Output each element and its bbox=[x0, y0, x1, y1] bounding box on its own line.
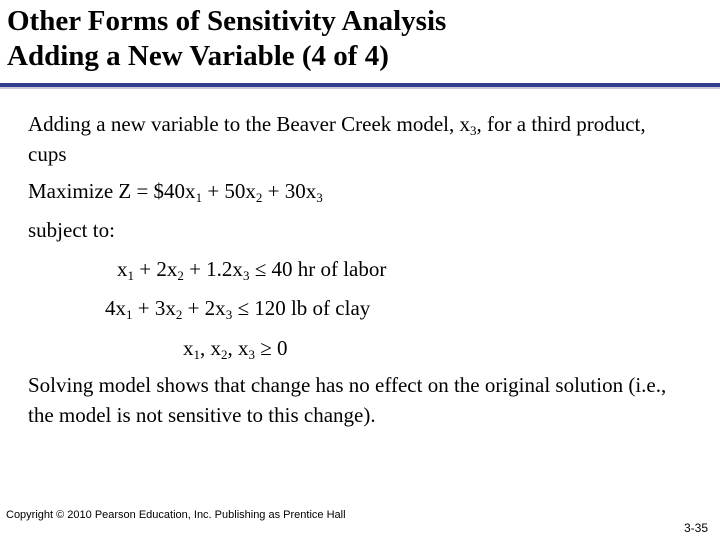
constraint-sub: 1 bbox=[126, 307, 133, 322]
constraint-text: , x bbox=[227, 336, 249, 360]
objective-text: Maximize Z = $40x bbox=[28, 179, 196, 203]
clay-constraint bbox=[105, 293, 370, 323]
slide-title bbox=[7, 4, 446, 74]
title-line-1: Other Forms of Sensitivity Analysis bbox=[7, 5, 447, 37]
constraint-text: + 2x bbox=[182, 296, 226, 320]
constraint-text: x bbox=[183, 336, 194, 360]
constraint-sub: 3 bbox=[242, 268, 250, 283]
copyright-notice: Copyright © 2010 Pearson Education, Inc. Publishing as Prentice Hall bbox=[6, 509, 346, 521]
constraint-sub: 3 bbox=[248, 347, 255, 362]
intro-text-b: , for a third product, cups bbox=[28, 112, 646, 166]
constraint-text: ≤ 120 lb of clay bbox=[232, 296, 371, 320]
constraint-sub: 2 bbox=[175, 307, 183, 322]
title-line-2: Adding a New Variable (4 of 4) bbox=[7, 40, 389, 72]
subject-to-label: subject to: bbox=[28, 218, 115, 242]
constraint-text: x bbox=[117, 257, 128, 281]
constraint-text: ≤ 40 hr of labor bbox=[249, 257, 387, 281]
constraint-sub: 2 bbox=[177, 268, 184, 283]
objective-sub: 3 bbox=[316, 190, 323, 205]
objective-text: + 50x bbox=[202, 179, 256, 203]
intro-paragraph bbox=[28, 109, 688, 169]
intro-subscript: 3 bbox=[470, 123, 477, 138]
slide-number: 3-35 bbox=[683, 521, 708, 535]
intro-text-a: Adding a new variable to the Beaver Creek model, x bbox=[28, 112, 471, 136]
labor-constraint bbox=[117, 254, 386, 284]
constraint-sub: 1 bbox=[127, 268, 134, 283]
constraint-text: + 2x bbox=[134, 257, 178, 281]
constraint-text: 4x bbox=[105, 296, 126, 320]
constraint-text: ≥ 0 bbox=[255, 336, 288, 360]
objective-sub: 1 bbox=[195, 190, 203, 205]
objective-function bbox=[28, 176, 323, 206]
objective-text: + 30x bbox=[262, 179, 317, 203]
constraint-text: + 3x bbox=[132, 296, 176, 320]
constraint-sub: 2 bbox=[221, 347, 228, 362]
objective-sub: 2 bbox=[255, 190, 263, 205]
title-divider-shadow bbox=[0, 87, 720, 89]
constraint-text: , x bbox=[200, 336, 221, 360]
nonnegativity-constraint bbox=[183, 333, 288, 363]
constraint-sub: 1 bbox=[193, 347, 200, 362]
conclusion-paragraph: Solving model shows that change has no effect on the original solution (i.e., the model is not sensitive to this change). bbox=[28, 373, 667, 427]
constraint-text: + 1.2x bbox=[183, 257, 243, 281]
constraint-sub: 3 bbox=[225, 307, 233, 322]
